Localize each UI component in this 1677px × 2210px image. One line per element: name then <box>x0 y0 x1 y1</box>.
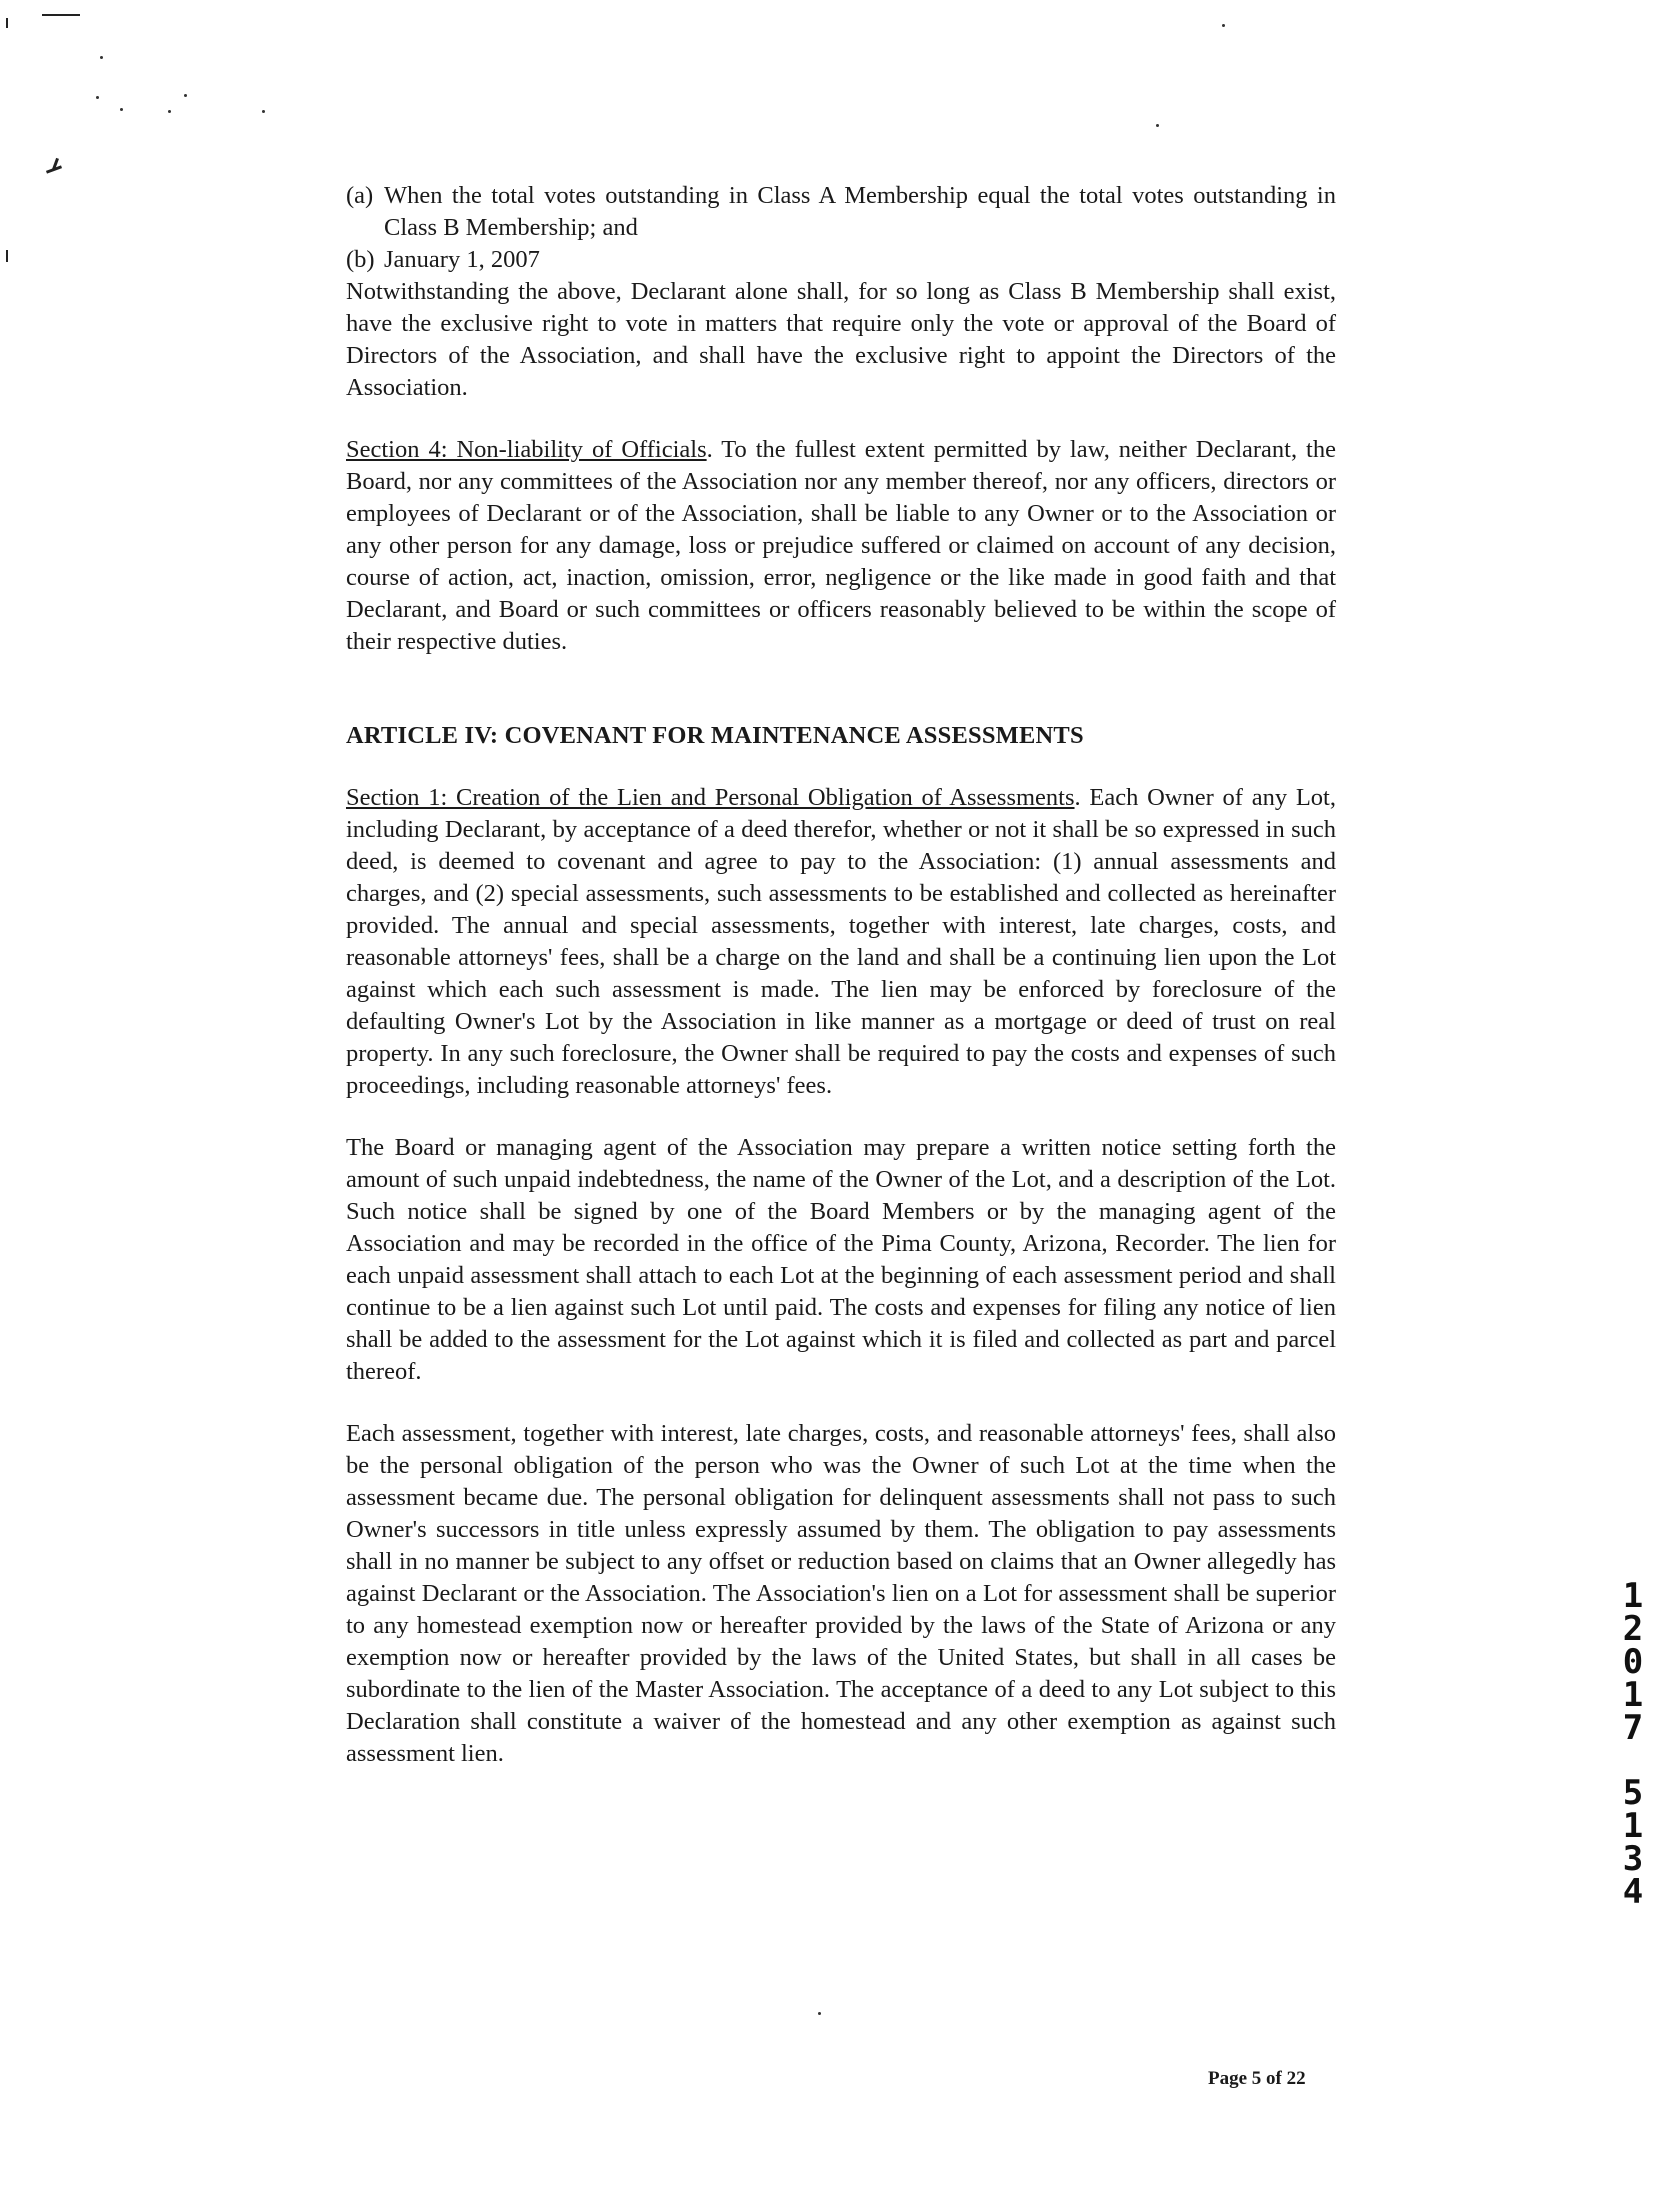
scan-speck <box>184 94 187 97</box>
stamp-digit: 0 <box>1622 1642 1644 1682</box>
scan-mark <box>6 18 8 28</box>
scan-speck <box>818 2012 821 2015</box>
document-body <box>346 180 1336 1770</box>
section-1-body: . Each Owner of any Lot, including Declarant, by acceptance of a deed therefor, whether or not it shall be so expressed in such deed, is deemed to covenant and agree to pay to the Association: (1) annual assessments and charges, and (2) special assessments, such assessments to be established and collected as hereinafter provided. The annual and special assessments, together with interest, late charges, costs, and reasonable attorneys' fees, shall be a charge on the land and shall be a continuing lien upon the Lot against which each such assessment is made. The lien may be enforced by foreclosure of the defaulting Owner's Lot by the Association in like manner as a mortgage or deed of trust on real property. In any such foreclosure, the Owner shall be required to pay the costs and expenses of such proceedings, including reasonable attorneys' fees. <box>346 784 1336 1099</box>
article-heading: ARTICLE IV: COVENANT FOR MAINTENANCE ASSESSMENTS <box>346 722 1084 749</box>
list-item <box>346 180 1336 244</box>
scan-speck <box>1222 24 1225 27</box>
scan-speck <box>1156 124 1159 127</box>
list-text: When the total votes outstanding in Class A Membership equal the total votes outstanding in Class B Membership; and <box>384 182 1336 241</box>
board-notice-paragraph: The Board or managing agent of the Association may prepare a written notice setting forth the amount of such unpaid indebtedness, the name of the Owner of the Lot, and a description of the Lot. Such notice shall be signed by one of the Board Members or by the managing agent of the Association and may be recorded in the office of the Pima County, Arizona, Recorder. The lien for each unpaid assessment shall attach to each Lot at the beginning of each assessment period and shall continue to be a lien against such Lot until paid. The costs and expenses for filing any notice of lien shall be added to the assessment for the Lot against which it is filed and collected as part and parcel thereof. <box>346 1134 1336 1385</box>
scan-speck <box>96 96 99 99</box>
list-label: (a) <box>346 182 374 209</box>
scan-speck <box>168 110 171 113</box>
section-4-heading: Section 4: Non-liability of Officials <box>346 436 707 463</box>
stamp-digit: 3 <box>1622 1839 1644 1879</box>
list-label: (b) <box>346 246 375 273</box>
scan-mark <box>42 14 80 16</box>
section-4-paragraph <box>346 434 1336 658</box>
section-4-body: . To the fullest extent permitted by law, neither Declarant, the Board, nor any committees of the Association nor any member thereof, nor any officers, directors or employees of Declarant or of the Association, shall be liable to any Owner or to the Association or any other person for any damage, loss or prejudice suffered or claimed on account of any decision, course of action, act, inaction, omission, error, negligence or the like made in good faith and that Declarant, and Board or such committees or officers reasonably believed to be within the scope of their respective duties. <box>346 436 1336 655</box>
scan-speck <box>120 108 123 111</box>
stamp-digit: 2 <box>1622 1609 1644 1649</box>
stamp-digit: 1 <box>1622 1806 1644 1846</box>
page-number: Page 5 of 22 <box>1208 2068 1306 2089</box>
stamp-digit: 1 <box>1622 1675 1644 1715</box>
scan-speck <box>100 56 103 59</box>
stamp-digit: 5 <box>1622 1773 1644 1813</box>
scan-speck <box>262 110 265 113</box>
scan-mark <box>6 250 8 262</box>
personal-obligation-paragraph: Each assessment, together with interest, late charges, costs, and reasonable attorneys' fees, shall also be the personal obligation of the person who was the Owner of such Lot at the time when the assessment became due. The personal obligation for delinquent assessments shall not pass to such Owner's successors in title unless expressly assumed by them. The obligation to pay assessments shall in no manner be subject to any offset or reduction based on claims that an Owner allegedly has against Declarant or the Association. The Association's lien on a Lot for assessment shall be superior to any homestead exemption now or hereafter provided by the laws of the State of Arizona or any exemption now or hereafter provided by the laws of the United States, but shall in all cases be subordinate to the lien of the Master Association. The acceptance of a deed to any Lot subject to this Declaration shall constitute a waiver of the homestead and any other exemption as against such assessment lien. <box>346 1420 1336 1767</box>
list-text: January 1, 2007 <box>384 246 540 273</box>
stamp-digit: 1 <box>1622 1576 1644 1616</box>
section-1-paragraph <box>346 782 1336 1102</box>
recording-stamp <box>1618 1576 1648 1912</box>
notwithstanding-paragraph: Notwithstanding the above, Declarant alone shall, for so long as Class B Membership shall exist, have the exclusive right to vote in matters that require only the vote or approval of the Board of Directors of the Association, and shall have the exclusive right to appoint the Directors of the Association. <box>346 278 1336 401</box>
section-1-heading: Section 1: Creation of the Lien and Personal Obligation of Assessments <box>346 784 1075 811</box>
stamp-digit: 4 <box>1622 1872 1644 1912</box>
list-item <box>346 244 1336 276</box>
stamp-digit: 7 <box>1622 1708 1644 1748</box>
